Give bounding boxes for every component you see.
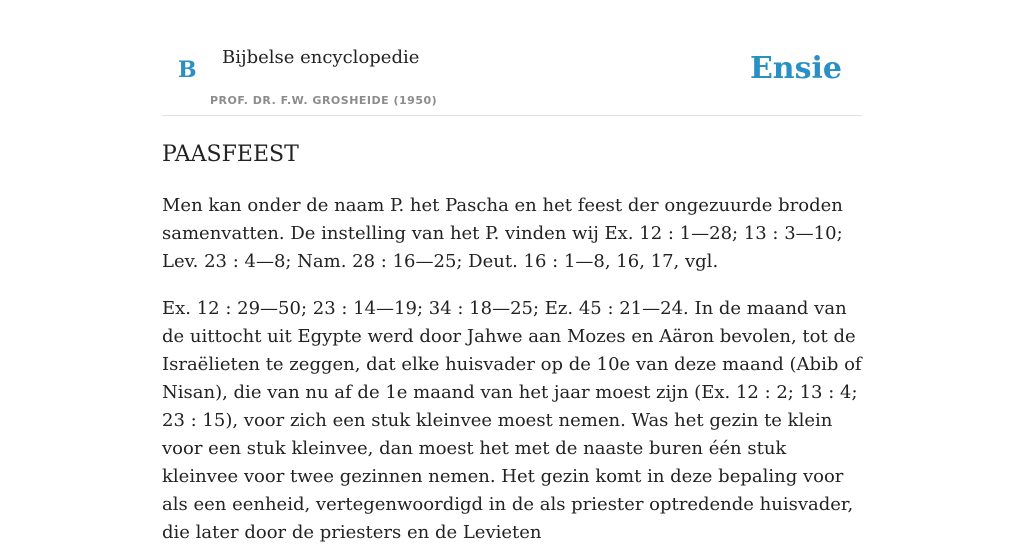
book-header xyxy=(162,0,862,116)
article-title: PAASFEEST xyxy=(162,142,299,167)
content-column xyxy=(162,0,862,543)
article-paragraph: Ex. 12 : 29—50; 23 : 14—19; 34 : 18—25; Ez. 45 : 21—24. In de maand van de uittocht uit Egypte werd door Jahwe aan Mozes en Aäron bevolen, tot de Israëlieten te zeggen, dat elke huisvader op de 10e van deze maand (Abib of Nisan), die van nu af de 1e maand van het jaar moest zijn (Ex. 12 : 2; 13 : 4; 23 : 15), voor zich een stuk kleinvee moest nemen. Was het gezin te klein voor een stuk kleinvee, dan moest het met de naaste buren één stuk kleinvee voor twee gezinnen nemen. Het gezin komt in deze bepaling voor als een eenheid, vertegenwoordigd in de als priester optredende huisvader, die later door de priesters en de Levieten xyxy=(162,298,862,543)
article-paragraph: Men kan onder de naam P. het Pascha en het feest der ongezuurde broden samenvatten. De instelling van het P. vinden wij Ex. 12 : 1—28; 13 : 3—10; Lev. 23 : 4—8; Nam. 28 : 16—25; Deut. 16 : 1—8, 16, 17, vgl. xyxy=(162,195,843,272)
book-letter-badge[interactable]: B xyxy=(178,57,197,83)
book-title-link[interactable]: Bijbelse encyclopedie xyxy=(222,47,420,68)
ensie-logo-link[interactable]: Ensie xyxy=(749,51,842,86)
book-author: PROF. DR. F.W. GROSHEIDE (1950) xyxy=(210,94,438,107)
